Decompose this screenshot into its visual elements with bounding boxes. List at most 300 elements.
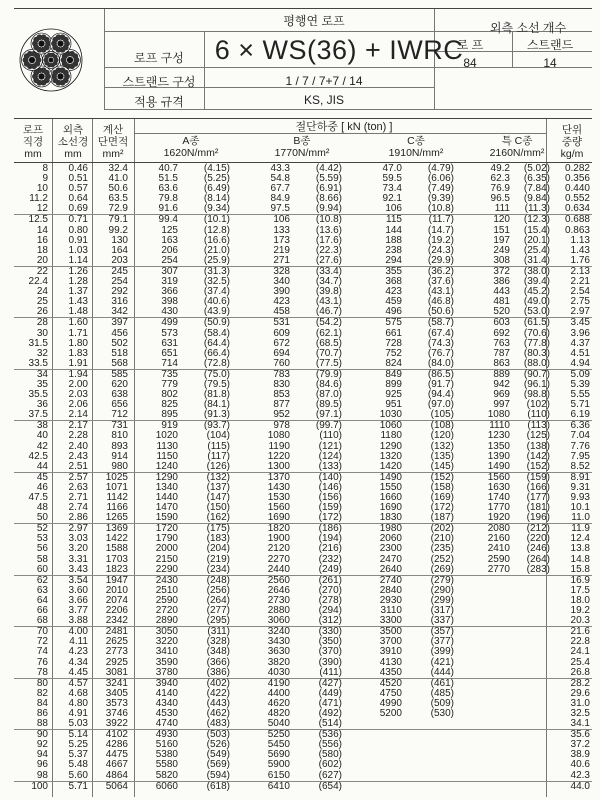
grade-a-ton-cell: (295) <box>206 615 230 627</box>
rope-diameter-cell: 22 <box>36 265 48 277</box>
standard-label: 적용 규격 <box>134 95 184 109</box>
wire-shape <box>48 57 53 62</box>
unit-mass-cell: 3.96 <box>570 327 590 339</box>
grade-a-ton-cell: (8.14) <box>203 193 230 205</box>
unit-mass-cell: 9.31 <box>570 481 590 493</box>
grade-a-ton-cell: (104) <box>206 430 230 442</box>
grade-special-c-ton-cell: (7.84) <box>523 183 550 195</box>
outer-wire-dia-cell: 5.25 <box>68 739 88 751</box>
unit-mass-cell: 22.8 <box>570 636 590 648</box>
grade-b-kn-cell: 952 <box>273 409 290 421</box>
grade-a-kn-cell: 499 <box>161 317 178 329</box>
grade-special-c-ton-cell: (45.2) <box>523 286 550 298</box>
outer-wire-dia-cell: 0.57 <box>68 183 88 195</box>
cross-section-area-cell: 79.1 <box>108 214 128 226</box>
col-header-area <box>92 124 134 160</box>
grade-c-ton-cell: (108) <box>430 420 454 432</box>
grade-c-ton-cell: (444) <box>430 666 454 678</box>
outer-wire-count-title: 외측 소선 개수 <box>489 21 567 35</box>
grade-c-ton-cell: (58.7) <box>427 317 454 329</box>
grade-b-kn-cell: 1080 <box>267 430 290 442</box>
grade-a-ton-cell: (569) <box>206 759 230 771</box>
grade-special-c-kn-cell: 997 <box>493 399 510 411</box>
grade-c-ton-cell: (235) <box>430 543 454 555</box>
grade-a-ton-cell: (132) <box>206 471 230 483</box>
grade-c-ton-cell: (120) <box>430 430 454 442</box>
grade-a-kn-cell: 2510 <box>155 584 178 596</box>
grade-special-c-ton-cell: (90.7) <box>523 368 550 380</box>
rope-diameter-cell: 48 <box>36 502 48 514</box>
grade-a-kn-cell: 3220 <box>155 636 178 648</box>
outer-wire-dia-cell: 1.37 <box>68 286 88 298</box>
grade-a-ton-cell: (219) <box>206 553 230 565</box>
cross-section-area-cell: 254 <box>111 276 128 288</box>
header-line: 2160N/mm² <box>489 147 545 159</box>
outer-wire-dia-cell: 0.69 <box>68 203 88 215</box>
grade-b-ton-cell: (79.9) <box>315 368 342 380</box>
grade-c-kn-cell: 2640 <box>379 563 402 575</box>
grade-b-ton-cell: (627) <box>318 769 342 781</box>
rope-diameter-cell: 74 <box>36 646 48 658</box>
grade-b-kn-cell: 97.5 <box>270 203 290 215</box>
grade-a-ton-cell: (348) <box>206 646 230 658</box>
grade-a-kn-cell: 206 <box>161 244 178 256</box>
grade-a-ton-cell: (183) <box>206 533 230 545</box>
rope-diameter-cell: 28 <box>36 317 48 329</box>
grade-c-kn-cell: 188 <box>385 234 402 246</box>
grade-b-ton-cell: (390) <box>318 656 342 668</box>
grade-b-kn-cell: 67.7 <box>270 183 290 195</box>
grade-b-ton-cell: (121) <box>318 440 342 452</box>
grade-special-c-ton-cell: (77.8) <box>523 337 550 349</box>
outer-wire-dia-cell: 5.71 <box>68 780 88 792</box>
cross-section-area-cell: 164 <box>111 244 128 256</box>
unit-mass-cell: 0.282 <box>564 163 590 174</box>
grade-c-ton-cell: (37.6) <box>427 276 454 288</box>
col-header-breaking-load: 절단하중 [ kN (ton) ] <box>295 121 393 133</box>
grade-b-ton-cell: (146) <box>318 481 342 493</box>
grade-c-kn-cell: 951 <box>385 399 402 411</box>
rope-diameter-cell: 37.5 <box>28 409 48 421</box>
grade-c-kn-cell: 575 <box>385 317 402 329</box>
rope-diameter-cell: 47.5 <box>28 492 48 503</box>
outer-wire-dia-cell: 3.20 <box>68 543 88 555</box>
grade-c-kn-cell: 661 <box>385 327 402 339</box>
table-row <box>14 730 592 740</box>
grade-c-ton-cell: (11.7) <box>428 214 454 226</box>
cross-section-area-cell: 41.0 <box>108 173 128 185</box>
grade-special-c-ton-cell: (264) <box>526 553 550 565</box>
grade-c-ton-cell: (357) <box>430 626 454 638</box>
grade-c-kn-cell: 1490 <box>379 471 402 483</box>
rope-diameter-cell: 80 <box>36 677 48 689</box>
grade-a-ton-cell: (9.34) <box>203 203 230 215</box>
grade-a-ton-cell: (618) <box>206 780 230 792</box>
grade-b-kn-cell: 1370 <box>267 471 290 483</box>
grade-c-kn-cell: 1320 <box>379 450 402 462</box>
grade-special-c-ton-cell: (246) <box>526 543 550 555</box>
grade-special-c-ton-cell: (12.3) <box>523 214 550 226</box>
grade-b-ton-cell: (43.1) <box>315 296 342 308</box>
grade-a-kn-cell: 802 <box>161 389 178 401</box>
grade-a-kn-cell: 319 <box>161 276 178 288</box>
header-divider <box>512 31 513 67</box>
grade-b-kn-cell: 978 <box>273 420 290 432</box>
rope-diameter-cell: 24 <box>36 286 48 298</box>
table-row <box>14 586 592 596</box>
grade-a-ton-cell: (443) <box>206 697 230 709</box>
outer-wire-dia-cell: 1.94 <box>68 368 88 380</box>
grade-b-kn-cell: 4030 <box>267 666 290 678</box>
outer-wire-dia-cell: 0.80 <box>68 224 88 236</box>
grade-c-kn-cell: 3910 <box>379 646 402 658</box>
grade-a-ton-cell: (81.8) <box>203 389 230 401</box>
grade-b-ton-cell: (46.7) <box>315 306 342 318</box>
grade-b-kn-cell: 2560 <box>267 574 290 586</box>
unit-mass-cell: 2.13 <box>570 265 590 277</box>
outer-wire-dia-cell: 5.14 <box>68 729 88 741</box>
grade-c-ton-cell: (29.9) <box>427 254 454 266</box>
grade-c-kn-cell: 59.5 <box>382 173 402 185</box>
grade-special-c-kn-cell: 1920 <box>487 512 510 524</box>
header-line: kg/m <box>560 148 584 160</box>
grade-b-kn-cell: 3630 <box>267 646 290 658</box>
grade-a-ton-cell: (64.4) <box>203 337 230 349</box>
grade-c-ton-cell: (337) <box>430 615 454 627</box>
grade-a-kn-cell: 366 <box>161 286 178 298</box>
grade-c-kn-cell: 925 <box>385 389 402 401</box>
grade-b-ton-cell: (370) <box>318 646 342 658</box>
grade-b-ton-cell: (39.8) <box>315 286 342 298</box>
grade-a-kn-cell: 163 <box>161 234 178 246</box>
grade-c-kn-cell: 4130 <box>379 656 402 668</box>
grade-b-kn-cell: 1530 <box>267 492 290 503</box>
grade-a-ton-cell: (526) <box>206 739 230 751</box>
outer-wire-dia-cell: 1.91 <box>68 357 88 369</box>
standard-value: KS, JIS <box>303 93 344 107</box>
grade-special-c-kn-cell: 151 <box>493 224 510 236</box>
grade-b-kn-cell: 458 <box>273 306 290 318</box>
header-line: mm <box>24 148 42 160</box>
grade-a-kn-cell: 2590 <box>155 594 178 606</box>
header-line: mm <box>64 148 82 160</box>
col-header-diameter <box>14 124 52 160</box>
grade-b-ton-cell: (427) <box>318 677 342 689</box>
cross-section-area-cell: 3241 <box>105 677 128 689</box>
wire-shape <box>63 70 69 76</box>
grade-c-kn-cell: 4350 <box>379 666 402 678</box>
cross-section-area-cell: 1422 <box>105 533 128 545</box>
grade-a-ton-cell: (234) <box>206 563 230 575</box>
grade-special-c-ton-cell: (15.4) <box>523 224 550 236</box>
rope-diameter-cell: 96 <box>36 759 48 771</box>
grade-c-kn-cell: 423 <box>385 286 402 298</box>
grade-a-kn-cell: 1150 <box>156 450 178 462</box>
unit-mass-cell: 1.43 <box>570 244 590 256</box>
cross-section-area-cell: 292 <box>111 286 128 298</box>
rope-diameter-cell: 100 <box>31 780 48 792</box>
rope-diameter-cell: 92 <box>36 739 48 751</box>
cross-section-area-cell: 1071 <box>105 481 128 493</box>
rope-diameter-cell: 62 <box>36 574 48 586</box>
unit-mass-cell: 2.54 <box>570 286 590 298</box>
grade-special-c-kn-cell: 1080 <box>487 409 510 421</box>
grade-b-kn-cell: 106 <box>273 214 290 226</box>
rope-diameter-cell: 33.5 <box>28 357 48 369</box>
rope-diameter-cell: 35.5 <box>28 389 48 401</box>
grade-b-kn-cell: 340 <box>273 276 290 288</box>
grade-b-kn-cell: 1300 <box>267 460 290 472</box>
grade-a-ton-cell: (115) <box>207 440 230 452</box>
grade-c-kn-cell: 824 <box>385 357 402 369</box>
header-line: 1770N/mm² <box>274 147 330 159</box>
outer-wire-dia-cell: 4.11 <box>69 636 88 648</box>
col-header-outer-wire <box>54 124 92 160</box>
grade-special-c-kn-cell: 2770 <box>487 563 510 575</box>
outer-wire-dia-cell: 4.91 <box>68 707 88 719</box>
header-line: 1910N/mm² <box>388 147 444 159</box>
grade-c-ton-cell: (67.4) <box>427 327 454 339</box>
outer-wire-dia-cell: 1.26 <box>68 265 88 277</box>
grade-a-kn-cell: 631 <box>161 337 178 349</box>
grade-b-ton-cell: (471) <box>318 697 342 709</box>
grade-b-ton-cell: (194) <box>318 533 342 545</box>
grade-a-ton-cell: (150) <box>206 502 230 514</box>
cross-section-area-cell: 1369 <box>105 523 128 535</box>
rope-diameter-cell: 88 <box>36 718 48 730</box>
grade-b-ton-cell: (270) <box>318 584 342 596</box>
grade-c-kn-cell: 3300 <box>379 615 402 627</box>
grade-c-kn-cell: 2740 <box>379 574 402 586</box>
rope-diameter-cell: 30 <box>36 327 48 339</box>
table-row <box>14 679 592 689</box>
grade-c-kn-cell: 144 <box>385 224 402 236</box>
grade-b-kn-cell: 1820 <box>267 523 290 535</box>
rope-diameter-cell: 66 <box>36 605 48 617</box>
grade-a-kn-cell: 51.5 <box>158 173 178 185</box>
grade-c-kn-cell: 5200 <box>379 707 402 719</box>
cross-section-area-cell: 1265 <box>105 512 128 524</box>
grade-b-kn-cell: 4400 <box>267 687 290 699</box>
grade-c-ton-cell: (421) <box>430 656 454 668</box>
unit-mass-cell: 42.3 <box>570 769 590 781</box>
grade-c-ton-cell: (24.3) <box>427 244 454 256</box>
grade-special-c-ton-cell: (53.0) <box>523 306 550 318</box>
outer-wire-dia-cell: 5.37 <box>68 749 88 761</box>
grade-c-kn-cell: 368 <box>385 276 402 288</box>
grade-special-c-ton-cell: (61.5) <box>523 317 550 329</box>
grade-b-ton-cell: (124) <box>318 450 342 462</box>
grade-b-ton-cell: (17.6) <box>315 234 342 246</box>
grade-a-kn-cell: 4340 <box>155 697 178 709</box>
grade-c-ton-cell: (97.0) <box>427 399 454 411</box>
grade-c-kn-cell: 728 <box>385 337 402 349</box>
outer-wire-dia-cell: 0.46 <box>68 163 88 174</box>
grade-special-c-kn-cell: 1110 <box>489 420 510 432</box>
grade-a-kn-cell: 79.8 <box>158 193 178 205</box>
rope-diameter-cell: 78 <box>36 666 48 678</box>
grade-b-kn-cell: 5450 <box>267 739 290 751</box>
strand-label: 스트랜드 구성 <box>122 75 196 89</box>
unit-mass-cell: 38.9 <box>570 749 590 761</box>
grade-special-c-kn-cell: 308 <box>493 254 510 266</box>
rope-diameter-cell: 12.5 <box>28 214 48 226</box>
cross-section-area-cell: 203 <box>111 254 128 266</box>
grade-b-kn-cell: 877 <box>273 399 290 411</box>
grade-special-c-kn-cell: 2590 <box>487 553 510 565</box>
wire-shape <box>63 37 69 43</box>
grade-special-c-kn-cell: 1630 <box>487 481 510 493</box>
rope-diameter-cell: 44 <box>36 460 48 472</box>
grade-a-ton-cell: (204) <box>206 543 230 555</box>
grade-a-kn-cell: 1590 <box>155 512 178 524</box>
cross-section-area-cell: 3081 <box>105 666 128 678</box>
grade-c-kn-cell: 3500 <box>379 626 402 638</box>
grade-a-ton-cell: (12.8) <box>203 224 230 236</box>
cross-section-area-cell: 4102 <box>105 729 128 741</box>
table-row <box>14 689 592 699</box>
grade-special-c-ton-cell: (98.8) <box>523 389 550 401</box>
header-line: B종 <box>293 135 311 147</box>
grade-c-ton-cell: (19.2) <box>427 234 454 246</box>
rope-diameter-cell: 70 <box>36 626 48 638</box>
grade-b-kn-cell: 5900 <box>267 759 290 771</box>
grade-a-kn-cell: 3780 <box>155 666 178 678</box>
grade-b-ton-cell: (411) <box>319 666 342 678</box>
grade-a-ton-cell: (248) <box>206 574 230 586</box>
header-line: 계산 <box>102 124 124 136</box>
outer-wire-dia-cell: 2.63 <box>68 481 88 493</box>
grade-c-ton-cell: (76.7) <box>427 347 454 359</box>
unit-mass-cell: 37.2 <box>570 739 590 751</box>
grade-special-c-kn-cell: 2410 <box>487 543 510 555</box>
grade-a-ton-cell: (594) <box>206 769 230 781</box>
grade-b-kn-cell: 694 <box>273 347 290 359</box>
unit-mass-cell: 5.39 <box>570 378 590 390</box>
grade-b-kn-cell: 219 <box>273 244 290 256</box>
grade-c-ton-cell: (202) <box>430 523 454 535</box>
grade-special-c-kn-cell: 1350 <box>487 440 510 452</box>
grade-c-ton-cell: (172) <box>430 502 454 514</box>
outer-wire-dia-cell: 2.51 <box>68 460 88 472</box>
outer-wire-rope-label: 로 프 <box>456 38 484 52</box>
grade-b-kn-cell: 1430 <box>267 481 290 493</box>
grade-b-ton-cell: (22.3) <box>315 244 342 256</box>
wire-shape <box>57 40 63 46</box>
rope-diameter-cell: 35 <box>36 378 48 390</box>
outer-wire-dia-cell: 2.06 <box>68 399 88 411</box>
grade-b-ton-cell: (159) <box>318 502 342 514</box>
grade-special-c-kn-cell: 889 <box>493 368 510 380</box>
cross-section-area-cell: 32.4 <box>108 163 128 174</box>
construction-label: 로프 구성 <box>134 51 184 65</box>
unit-mass-cell: 19.2 <box>570 605 590 617</box>
grade-c-ton-cell: (145) <box>430 460 454 472</box>
unit-mass-cell: 4.51 <box>570 347 590 359</box>
header-line: 중량 <box>561 136 583 148</box>
grade-a-kn-cell: 779 <box>161 378 178 390</box>
rope-diameter-cell: 42.5 <box>28 450 48 462</box>
grade-a-kn-cell: 398 <box>161 296 178 308</box>
grade-b-ton-cell: (77.5) <box>315 357 342 369</box>
grade-special-c-kn-cell: 2080 <box>487 523 510 535</box>
grade-a-kn-cell: 2000 <box>155 543 178 555</box>
grade-special-c-kn-cell: 1490 <box>487 460 510 472</box>
grade-c-ton-cell: (46.8) <box>427 296 454 308</box>
grade-a-kn-cell: 2720 <box>155 605 178 617</box>
outer-wire-dia-cell: 1.71 <box>68 327 88 339</box>
rope-diameter-cell: 31.5 <box>28 337 48 349</box>
cross-section-area-cell: 2773 <box>105 646 128 658</box>
grade-a-kn-cell: 3940 <box>155 677 178 689</box>
grade-special-c-kn-cell: 603 <box>493 317 510 329</box>
grade-b-ton-cell: (186) <box>318 523 342 535</box>
grade-a-kn-cell: 40.7 <box>158 163 178 174</box>
unit-mass-cell: 3.45 <box>570 317 590 329</box>
outer-wire-dia-cell: 1.43 <box>68 296 88 308</box>
unit-mass-cell: 7.95 <box>570 450 590 462</box>
unit-mass-cell: 40.6 <box>570 759 590 771</box>
outer-wire-dia-cell: 2.00 <box>68 378 88 390</box>
outer-wire-dia-cell: 0.71 <box>68 214 88 226</box>
grade-a-ton-cell: (32.5) <box>203 276 230 288</box>
grade-special-c-kn-cell: 1230 <box>487 430 510 442</box>
rope-diameter-cell: 40 <box>36 430 48 442</box>
grade-special-c-kn-cell: 443 <box>493 286 510 298</box>
table-row <box>14 565 592 576</box>
unit-mass-cell: 14.8 <box>570 553 590 565</box>
grade-c-kn-cell: 92.1 <box>382 193 402 205</box>
cross-section-area-cell: 72.9 <box>108 203 128 215</box>
unit-mass-cell: 29.6 <box>570 687 590 699</box>
grade-c-ton-cell: (279) <box>430 574 454 586</box>
grade-c-kn-cell: 2470 <box>379 553 402 565</box>
grade-a-ton-cell: (503) <box>206 729 230 741</box>
grade-b-kn-cell: 5690 <box>267 749 290 761</box>
cross-section-area-cell: 63.5 <box>108 193 128 205</box>
grade-special-c-ton-cell: (113) <box>527 420 550 432</box>
grade-a-kn-cell: 1470 <box>155 502 178 514</box>
outer-wire-dia-cell: 1.28 <box>68 276 88 288</box>
grade-a-ton-cell: (366) <box>206 656 230 668</box>
outer-wire-dia-cell: 4.34 <box>68 656 88 668</box>
rope-diameter-cell: 76 <box>36 656 48 668</box>
wire-shape <box>38 40 44 46</box>
unit-mass-cell: 0.440 <box>564 183 590 195</box>
grade-b-kn-cell: 84.9 <box>270 193 290 205</box>
outer-wire-dia-cell: 3.60 <box>68 584 88 596</box>
grade-b-ton-cell: (34.7) <box>315 276 342 288</box>
rope-diameter-cell: 46 <box>36 481 48 493</box>
header-line: C종 <box>407 135 425 147</box>
outer-wire-strand-label: 스트랜드 <box>526 38 574 52</box>
rope-diameter-cell: 36 <box>36 399 48 411</box>
grade-c-kn-cell: 1420 <box>379 460 402 472</box>
grade-a-ton-cell: (66.4) <box>203 347 230 359</box>
grade-special-c-ton-cell: (220) <box>526 533 550 545</box>
unit-mass-cell: 11.0 <box>571 512 590 524</box>
grade-b-kn-cell: 760 <box>273 357 290 369</box>
grade-a-kn-cell: 4740 <box>155 718 178 730</box>
grade-special-c-ton-cell: (166) <box>526 481 550 493</box>
grade-b-ton-cell: (54.2) <box>315 317 342 329</box>
grade-b-ton-cell: (278) <box>318 594 342 606</box>
table-row <box>14 576 592 586</box>
grade-b-kn-cell: 2880 <box>267 605 290 617</box>
grade-c-ton-cell: (4.79) <box>427 163 454 174</box>
unit-mass-cell: 0.552 <box>564 193 590 205</box>
cross-section-area-cell: 4286 <box>105 739 128 751</box>
